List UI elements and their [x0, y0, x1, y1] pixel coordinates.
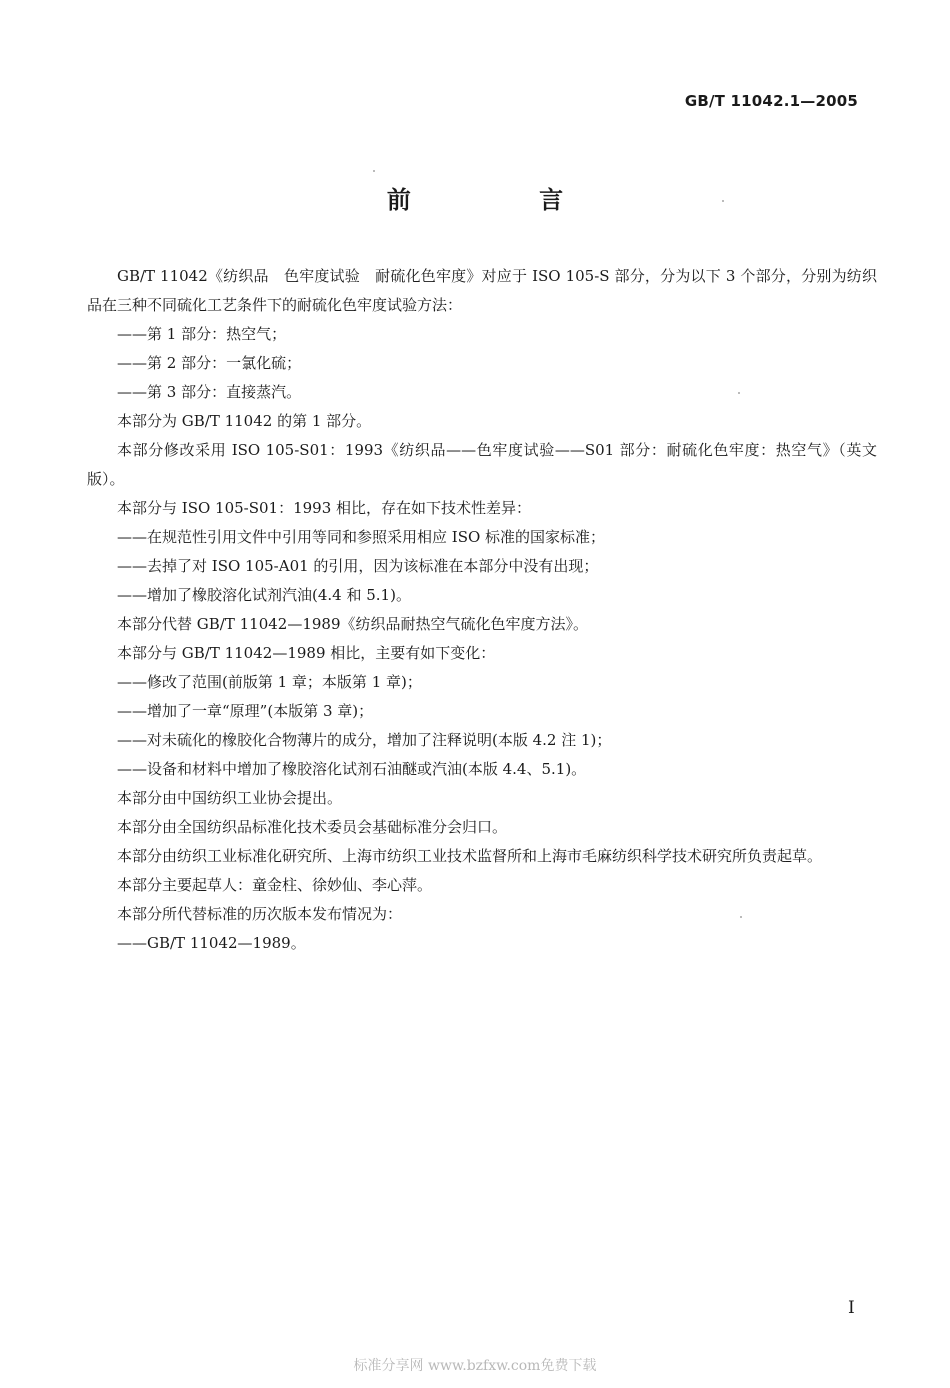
paragraph: ——对未硫化的橡胶化合物薄片的成分，增加了注释说明(本版 4.2 注 1)；	[117, 731, 612, 749]
paragraph: 本部分由纺织工业标准化研究所、上海市纺织工业技术监督所和上海市毛麻纺织科学技术研究所负责起草。	[117, 847, 823, 865]
page-title: 前 言	[386, 186, 624, 214]
paragraph: ——增加了橡胶溶化试剂汽油(4.4 和 5.1)。	[117, 586, 411, 604]
paragraph: ——GB/T 11042—1989。	[117, 934, 306, 952]
paragraph: 本部分为 GB/T 11042 的第 1 部分。	[117, 412, 372, 430]
paragraph: ——修改了范围(前版第 1 章；本版第 1 章)；	[117, 673, 422, 691]
paragraph: 本部分修改采用 ISO 105-S01：1993《纺织品——色牢度试验——S01 部分：耐硫化色牢度：热空气》（英文版）。	[87, 441, 877, 488]
page-number: I	[848, 1298, 855, 1318]
paragraph: 本部分与 ISO 105-S01：1993 相比，存在如下技术性差异：	[117, 499, 532, 517]
paragraph: ——在规范性引用文件中引用等同和参照采用相应 ISO 标准的国家标准；	[117, 528, 606, 546]
scan-speck	[740, 916, 742, 918]
scan-speck	[373, 170, 375, 172]
scan-speck	[722, 200, 724, 202]
paragraph: 本部分代替 GB/T 11042—1989《纺织品耐热空气硫化色牢度方法》。	[117, 615, 588, 633]
paragraph: ——第 2 部分：一氯化硫；	[117, 354, 302, 372]
paragraph: ——第 3 部分：直接蒸汽。	[117, 383, 302, 401]
scan-speck	[738, 392, 740, 394]
paragraph: GB/T 11042《纺织品 色牢度试验 耐硫化色牢度》对应于 ISO 105-S 部分，分为以下 3 个部分，分别为纺织品在三种不同硫化工艺条件下的耐硫化色牢度试验方法：	[87, 267, 877, 314]
paragraph: 本部分由全国纺织品标准化技术委员会基础标准分会归口。	[117, 818, 508, 836]
standard-number: GB/T 11042.1—2005	[684, 92, 858, 110]
preface-body	[87, 262, 877, 958]
paragraph: ——设备和材料中增加了橡胶溶化试剂石油醚或汽油(本版 4.4、5.1)。	[117, 760, 587, 778]
paragraph: ——第 1 部分：热空气；	[117, 325, 287, 343]
paragraph: 本部分所代替标准的历次版本发布情况为：	[117, 905, 403, 923]
paragraph: 本部分由中国纺织工业协会提出。	[117, 789, 343, 807]
paragraph: ——去掉了对 ISO 105-A01 的引用，因为该标准在本部分中没有出现；	[117, 557, 599, 575]
paragraph: 本部分主要起草人：童金柱、徐妙仙、李心萍。	[117, 876, 433, 894]
paragraph: 本部分与 GB/T 11042—1989 相比，主要有如下变化：	[117, 644, 496, 662]
paragraph: ——增加了一章“原理”(本版第 3 章)；	[117, 702, 374, 720]
watermark: 标准分享网 www.bzfxw.com免费下载	[353, 1358, 597, 1374]
